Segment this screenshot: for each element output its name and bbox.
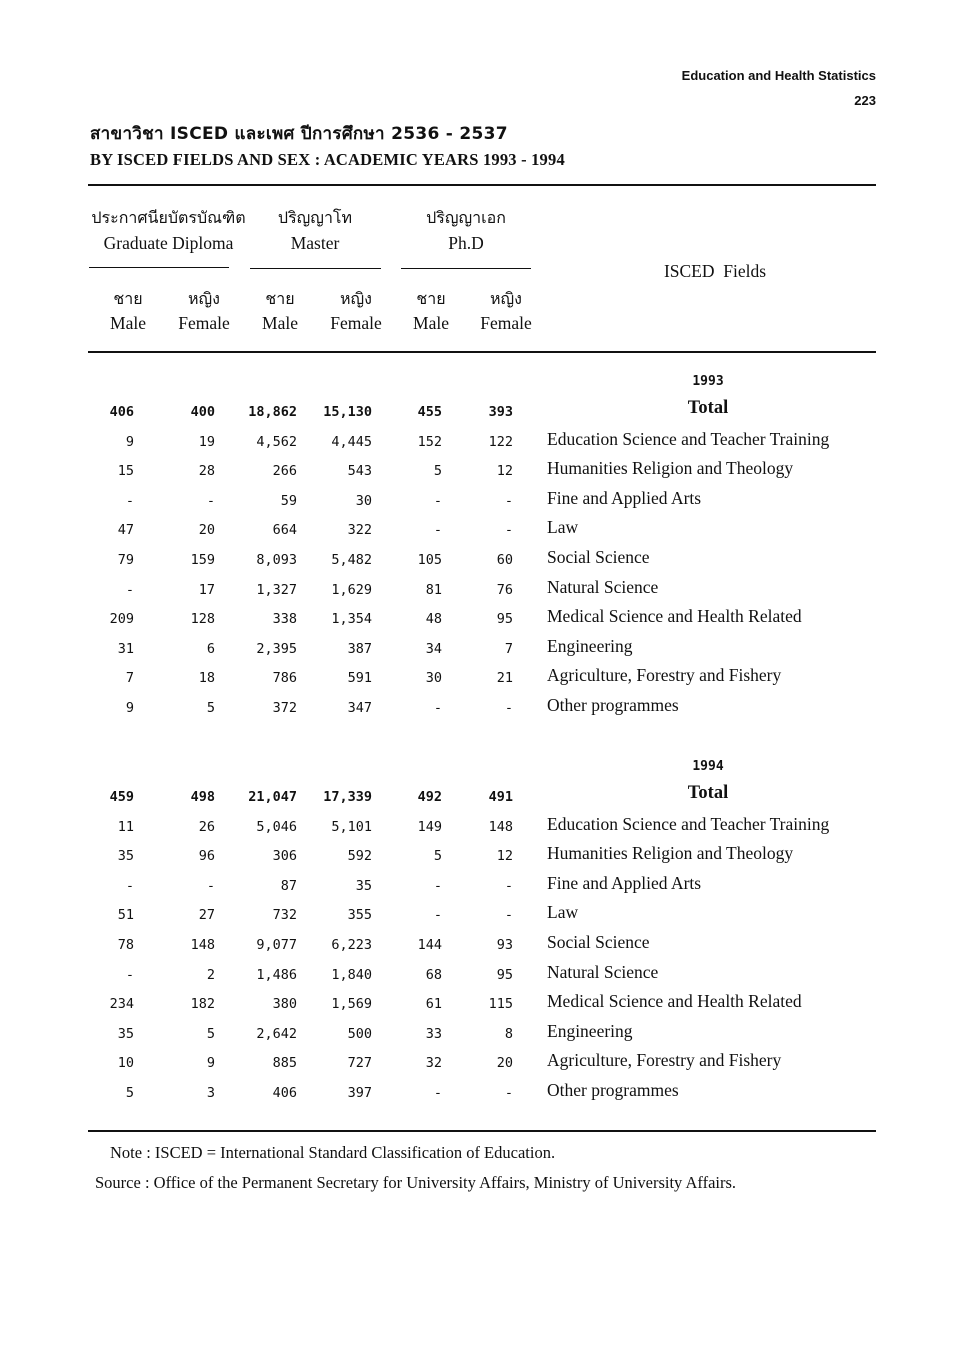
cell-value: 87	[280, 878, 297, 894]
table-row	[0, 665, 966, 688]
field-name: Humanities Religion and Theology	[547, 843, 794, 863]
cell-value: 347	[347, 700, 372, 716]
cell-value: 31	[117, 641, 134, 657]
table-row	[0, 1080, 966, 1103]
cell-value: -	[206, 493, 215, 509]
cell-value: 35	[355, 878, 372, 894]
cell-value: 492	[417, 789, 442, 805]
cell-value: 128	[190, 611, 215, 627]
table-title-english: BY ISCED FIELDS AND SEX : ACADEMIC YEARS 1993 - 1994	[90, 150, 565, 169]
cell-value: 9	[206, 1055, 215, 1071]
cell-value: 68	[425, 967, 442, 983]
cell-value: 6	[206, 641, 215, 657]
cell-value: 4,445	[331, 434, 372, 450]
cell-value: 28	[198, 463, 215, 479]
cell-value: 355	[347, 907, 372, 923]
cell-value: 115	[488, 996, 513, 1012]
cell-value: 234	[109, 996, 134, 1012]
field-name: Other programmes	[547, 1080, 679, 1100]
cell-value: 459	[109, 789, 134, 805]
cell-value: 34	[425, 641, 442, 657]
cell-value: 76	[496, 582, 513, 598]
cell-value: 1,327	[256, 582, 297, 598]
table-row	[0, 695, 966, 718]
cell-value: 12	[496, 463, 513, 479]
cell-value: -	[433, 700, 442, 716]
cell-value: 209	[109, 611, 134, 627]
cell-value: 122	[488, 434, 513, 450]
cell-value: 105	[417, 552, 442, 568]
cell-value: 9,077	[256, 937, 297, 953]
cell-value: 15,130	[323, 404, 372, 420]
group-underline-phd	[401, 268, 531, 269]
table-row	[0, 577, 966, 600]
cell-value: 1,569	[331, 996, 372, 1012]
cell-value: 18	[198, 670, 215, 686]
cell-value: 11	[117, 819, 134, 835]
cell-value: 543	[347, 463, 372, 479]
total-label: Total	[687, 398, 729, 418]
cell-value: 35	[117, 848, 134, 864]
cell-value: 17	[198, 582, 215, 598]
sex-header: Male	[413, 313, 449, 333]
cell-value: -	[504, 878, 513, 894]
cell-value: 59	[280, 493, 297, 509]
cell-value: 51	[117, 907, 134, 923]
table-row	[0, 814, 966, 837]
group-master: Master	[290, 233, 340, 253]
cell-value: -	[433, 907, 442, 923]
cell-value: 322	[347, 522, 372, 538]
cell-value: 732	[272, 907, 297, 923]
cell-value: 2,642	[256, 1026, 297, 1042]
cell-value: -	[433, 1085, 442, 1101]
cell-value: 406	[109, 404, 134, 420]
cell-value: 372	[272, 700, 297, 716]
total-label: Total	[687, 783, 729, 803]
cell-value: 48	[425, 611, 442, 627]
cell-value: 455	[417, 404, 442, 420]
source-note: Source : Office of the Permanent Secretary for University Affairs, Ministry of University Affairs.	[95, 1173, 737, 1192]
sex-header: Female	[480, 313, 532, 333]
cell-value: 33	[425, 1026, 442, 1042]
field-name: Social Science	[547, 932, 650, 952]
table-row	[0, 1050, 966, 1073]
cell-value: 79	[117, 552, 134, 568]
cell-value: 19	[198, 434, 215, 450]
year-heading: 1993	[692, 374, 724, 389]
cell-value: -	[433, 522, 442, 538]
cell-value: 306	[272, 848, 297, 864]
cell-value: 30	[425, 670, 442, 686]
cell-value: 93	[496, 937, 513, 953]
year-heading: 1994	[692, 759, 724, 774]
cell-value: -	[433, 878, 442, 894]
group-phd-thai: ปริญญาเอก	[426, 208, 506, 227]
cell-value: 380	[272, 996, 297, 1012]
cell-value: 149	[417, 819, 442, 835]
field-name: Engineering	[547, 636, 633, 656]
footnote: Note : ISCED = International Standard Classification of Education.	[110, 1143, 556, 1162]
group-graduate-diploma-thai: ประกาศนียบัตรบัณฑิต	[91, 208, 246, 227]
cell-value: 148	[488, 819, 513, 835]
table-row	[0, 458, 966, 481]
table-row	[0, 932, 966, 955]
cell-value: 500	[347, 1026, 372, 1042]
cell-value: 786	[272, 670, 297, 686]
cell-value: 20	[198, 522, 215, 538]
table-title-thai: สาขาวิชา ISCED และเพศ ปีการศึกษา 2536 - 2537	[90, 124, 508, 144]
cell-value: -	[504, 493, 513, 509]
cell-value: 95	[496, 967, 513, 983]
cell-value: -	[504, 907, 513, 923]
cell-value: -	[125, 967, 134, 983]
table-row	[0, 606, 966, 629]
cell-value: 1,354	[331, 611, 372, 627]
cell-value: 5,482	[331, 552, 372, 568]
group-underline-master	[250, 268, 381, 269]
cell-value: -	[125, 493, 134, 509]
cell-value: 159	[190, 552, 215, 568]
table-row	[0, 488, 966, 511]
cell-value: 266	[272, 463, 297, 479]
cell-value: 9	[125, 434, 134, 450]
table-row	[0, 873, 966, 896]
sex-header: Male	[110, 313, 146, 333]
field-name: Law	[547, 517, 579, 537]
sex-header-thai: หญิง	[188, 289, 220, 308]
cell-value: 1,840	[331, 967, 372, 983]
isced-fields-header: ISCED Fields	[663, 261, 767, 281]
cell-value: 592	[347, 848, 372, 864]
cell-value: 30	[355, 493, 372, 509]
field-name: Education Science and Teacher Training	[547, 429, 830, 449]
sex-header: Female	[178, 313, 230, 333]
sex-header-thai: ชาย	[265, 289, 295, 308]
total-row	[0, 398, 966, 422]
cell-value: 18,862	[248, 404, 297, 420]
field-name: Law	[547, 902, 579, 922]
field-name: Medical Science and Health Related	[547, 991, 802, 1011]
sex-header-thai: ชาย	[113, 289, 143, 308]
cell-value: 3	[206, 1085, 215, 1101]
cell-value: 5	[433, 463, 442, 479]
field-name: Medical Science and Health Related	[547, 606, 802, 626]
cell-value: 498	[190, 789, 215, 805]
cell-value: 2	[206, 967, 215, 983]
table-row	[0, 636, 966, 659]
cell-value: 9	[125, 700, 134, 716]
cell-value: -	[504, 1085, 513, 1101]
cell-value: 7	[504, 641, 513, 657]
table-row	[0, 962, 966, 985]
cell-value: 81	[425, 582, 442, 598]
cell-value: 406	[272, 1085, 297, 1101]
cell-value: -	[504, 700, 513, 716]
group-master-thai: ปริญญาโท	[277, 208, 353, 227]
cell-value: 664	[272, 522, 297, 538]
cell-value: 78	[117, 937, 134, 953]
table-row	[0, 429, 966, 452]
cell-value: 10	[117, 1055, 134, 1071]
cell-value: 152	[417, 434, 442, 450]
cell-value: -	[125, 582, 134, 598]
cell-value: 12	[496, 848, 513, 864]
sex-header-thai: หญิง	[490, 289, 522, 308]
cell-value: -	[433, 493, 442, 509]
cell-value: 4,562	[256, 434, 297, 450]
cell-value: 5	[433, 848, 442, 864]
sex-header-thai: ชาย	[416, 289, 446, 308]
cell-value: 148	[190, 937, 215, 953]
publication-title: Education and Health Statistics	[681, 68, 876, 83]
cell-value: 35	[117, 1026, 134, 1042]
cell-value: -	[206, 878, 215, 894]
cell-value: 61	[425, 996, 442, 1012]
field-name: Agriculture, Forestry and Fishery	[547, 1050, 782, 1070]
table-row	[0, 991, 966, 1014]
cell-value: 20	[496, 1055, 513, 1071]
table-row	[0, 547, 966, 570]
cell-value: -	[125, 878, 134, 894]
cell-value: 27	[198, 907, 215, 923]
cell-value: 5	[125, 1085, 134, 1101]
cell-value: 17,339	[323, 789, 372, 805]
cell-value: 47	[117, 522, 134, 538]
field-name: Education Science and Teacher Training	[547, 814, 830, 834]
field-name: Fine and Applied Arts	[547, 873, 702, 893]
header-bottom-rule	[88, 351, 876, 353]
table-row	[0, 902, 966, 925]
cell-value: 96	[198, 848, 215, 864]
cell-value: 8	[504, 1026, 513, 1042]
cell-value: 338	[272, 611, 297, 627]
cell-value: 32	[425, 1055, 442, 1071]
field-name: Agriculture, Forestry and Fishery	[547, 665, 782, 685]
cell-value: 21,047	[248, 789, 297, 805]
cell-value: 26	[198, 819, 215, 835]
cell-value: 387	[347, 641, 372, 657]
field-name: Natural Science	[547, 577, 659, 597]
top-rule	[88, 184, 876, 186]
cell-value: 60	[496, 552, 513, 568]
field-name: Fine and Applied Arts	[547, 488, 702, 508]
cell-value: 95	[496, 611, 513, 627]
cell-value: 6,223	[331, 937, 372, 953]
cell-value: 5,101	[331, 819, 372, 835]
cell-value: 5	[206, 700, 215, 716]
total-row	[0, 783, 966, 807]
page-number: 223	[854, 93, 876, 108]
cell-value: 144	[417, 937, 442, 953]
field-name: Natural Science	[547, 962, 659, 982]
group-underline-diploma	[89, 267, 229, 268]
cell-value: 5	[206, 1026, 215, 1042]
field-name: Humanities Religion and Theology	[547, 458, 794, 478]
cell-value: 885	[272, 1055, 297, 1071]
field-name: Engineering	[547, 1021, 633, 1041]
cell-value: 182	[190, 996, 215, 1012]
cell-value: 397	[347, 1085, 372, 1101]
cell-value: 21	[496, 670, 513, 686]
group-phd: Ph.D	[448, 233, 484, 253]
field-name: Other programmes	[547, 695, 679, 715]
cell-value: 15	[117, 463, 134, 479]
cell-value: 393	[488, 404, 513, 420]
sex-header: Male	[262, 313, 298, 333]
sex-header-thai: หญิง	[340, 289, 372, 308]
cell-value: 1,486	[256, 967, 297, 983]
bottom-rule	[88, 1130, 876, 1132]
table-row	[0, 843, 966, 866]
cell-value: 2,395	[256, 641, 297, 657]
cell-value: 491	[488, 789, 513, 805]
cell-value: 727	[347, 1055, 372, 1071]
cell-value: 1,629	[331, 582, 372, 598]
table-row	[0, 1021, 966, 1044]
group-graduate-diploma: Graduate Diploma	[103, 233, 234, 253]
cell-value: 400	[190, 404, 215, 420]
sex-header: Female	[330, 313, 382, 333]
cell-value: -	[504, 522, 513, 538]
cell-value: 7	[125, 670, 134, 686]
cell-value: 591	[347, 670, 372, 686]
field-name: Social Science	[547, 547, 650, 567]
table-row	[0, 517, 966, 540]
cell-value: 8,093	[256, 552, 297, 568]
cell-value: 5,046	[256, 819, 297, 835]
